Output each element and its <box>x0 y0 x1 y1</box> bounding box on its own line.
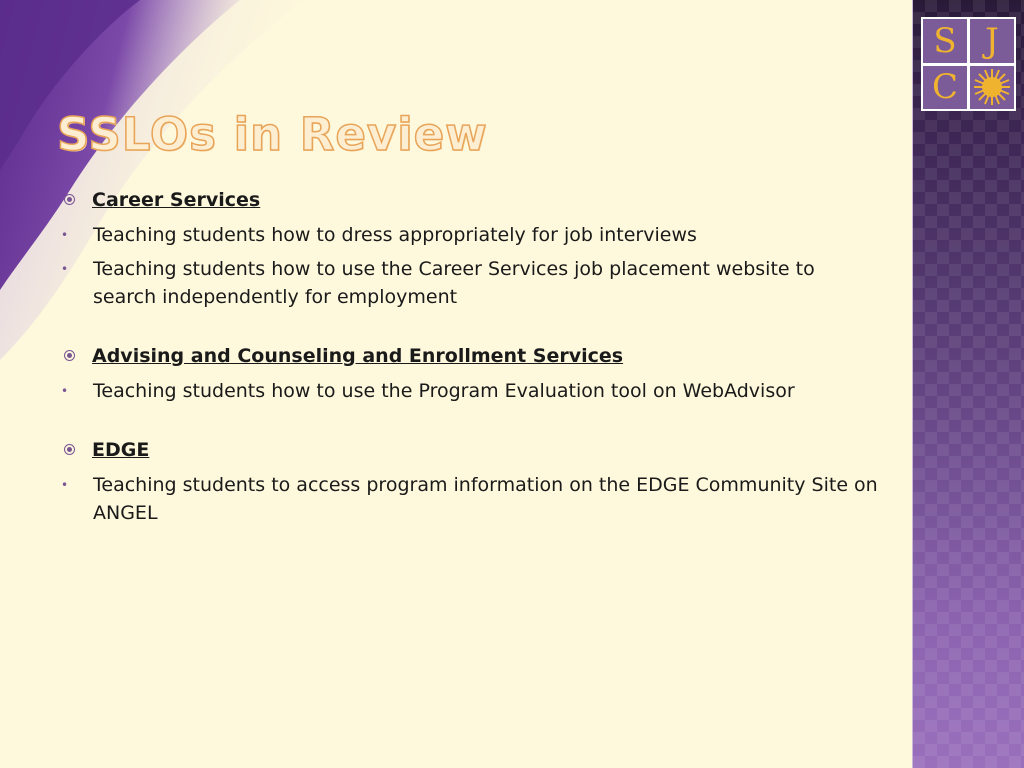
sun-icon <box>970 66 1014 110</box>
list-item <box>60 471 880 527</box>
dot-bullet-icon: • <box>61 228 69 242</box>
slide-title: SSLOs in Review <box>57 108 488 161</box>
dot-bullet-icon: • <box>61 478 69 492</box>
section-heading <box>60 341 880 371</box>
slide-content <box>60 185 880 557</box>
section-heading <box>60 435 880 465</box>
section-advising <box>60 341 880 405</box>
logo-letter-c: C <box>923 66 967 110</box>
decorative-sidebar <box>912 0 1024 768</box>
section-heading <box>60 185 880 215</box>
section-heading-text: Advising and Counseling and Enrollment Services <box>92 345 624 367</box>
list-item <box>60 221 880 249</box>
list-item-text: Teaching students how to dress appropriately for job interviews <box>93 224 697 246</box>
section-heading-text: Career Services <box>92 189 261 211</box>
logo-letter-j: J <box>970 19 1014 63</box>
list-item <box>60 255 880 311</box>
section-edge <box>60 435 880 527</box>
list-item-text: Teaching students how to use the Program Evaluation tool on WebAdvisor <box>93 380 795 402</box>
list-item <box>60 377 880 405</box>
dot-bullet-icon: • <box>61 384 69 398</box>
target-bullet-icon <box>64 194 75 205</box>
dot-bullet-icon: • <box>61 262 69 276</box>
list-item-text: Teaching students to access program information on the EDGE Community Site on ANGEL <box>93 474 878 524</box>
target-bullet-icon <box>64 350 75 361</box>
target-bullet-icon <box>64 444 75 455</box>
section-heading-text: EDGE <box>92 439 150 461</box>
logo-letter-s: S <box>923 19 967 63</box>
college-logo <box>921 17 1016 111</box>
list-item-text: Teaching students how to use the Career Services job placement website to search independently for employment <box>93 258 815 308</box>
section-career-services <box>60 185 880 311</box>
